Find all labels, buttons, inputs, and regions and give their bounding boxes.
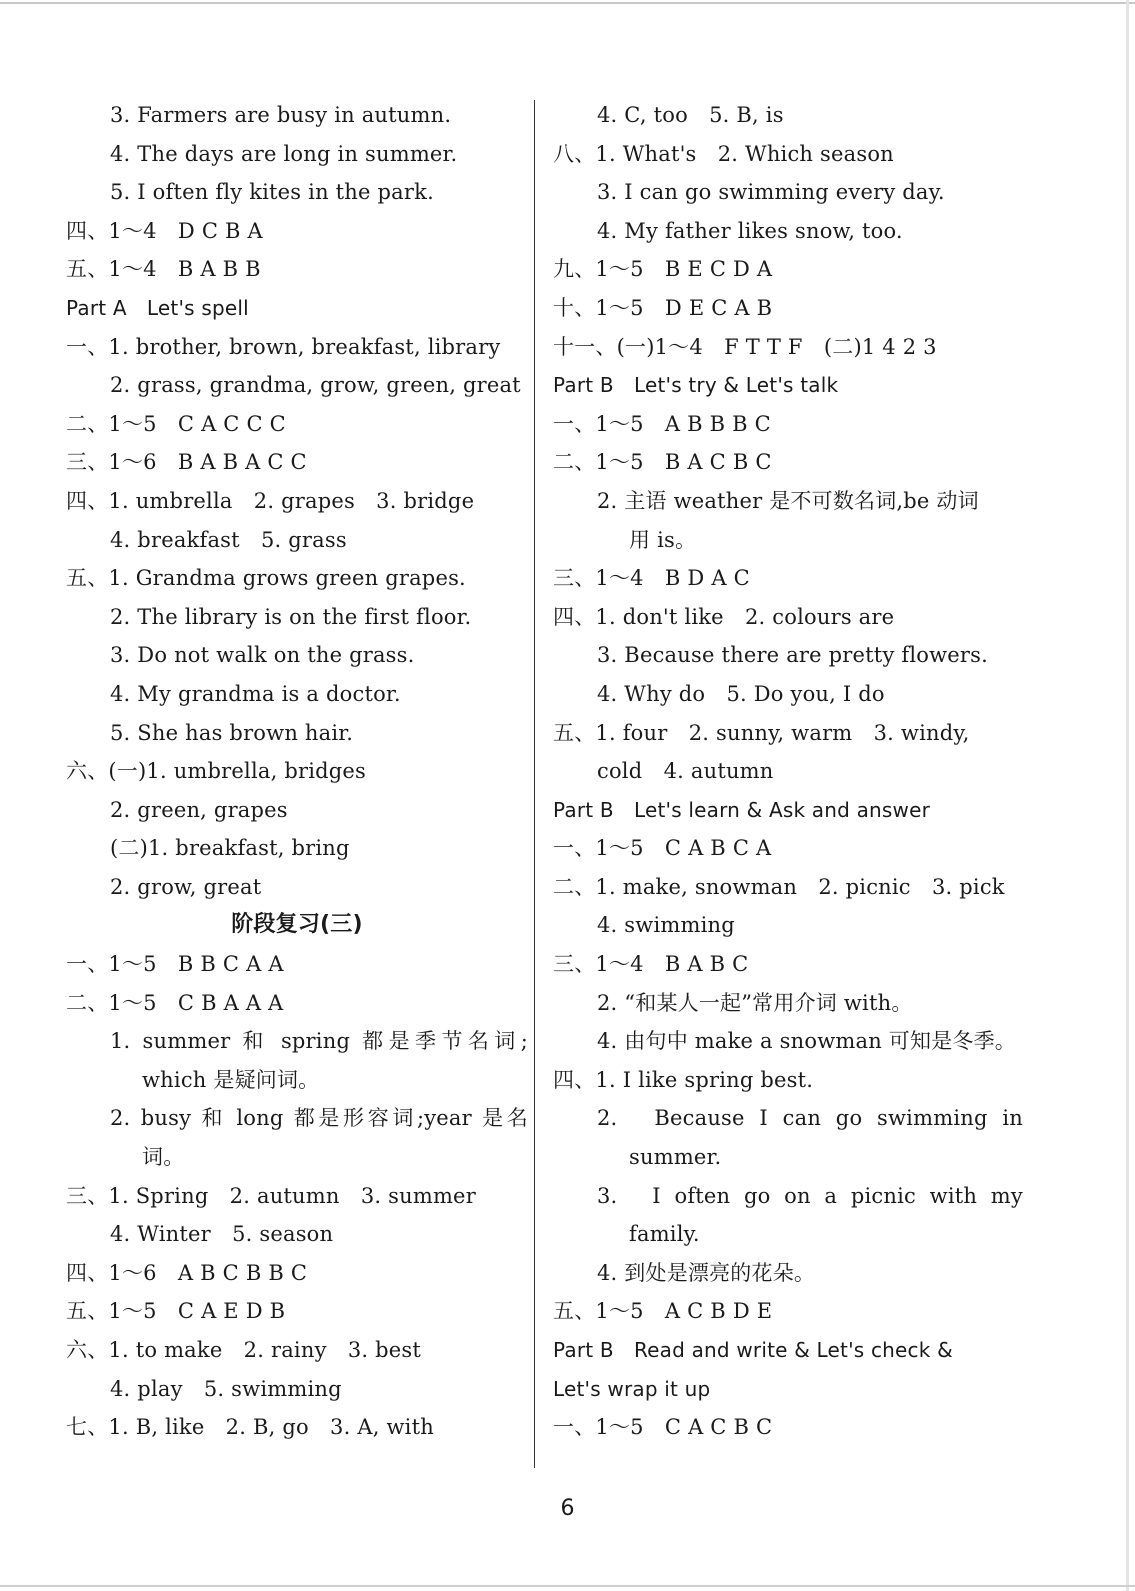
- right-answer-line: 4. C, too 5. B, is: [597, 103, 784, 127]
- left-answer-line: 七、1. B, like 2. B, go 3. A, with: [66, 1415, 434, 1440]
- left-answer-line: 4. breakfast 5. grass: [110, 527, 347, 552]
- right-part-heading: Part B Read and write & Let's check &: [553, 1338, 953, 1362]
- right-column: [553, 96, 1023, 1447]
- left-answer-line: 四、1～6 A B C B B C: [66, 1260, 308, 1285]
- top-rule: [0, 2, 1135, 4]
- page-number: 6: [560, 1496, 575, 1521]
- left-section-heading: 阶段复习(三): [231, 912, 363, 938]
- right-answer-line: cold 4. autumn: [597, 759, 774, 784]
- right-answer-line: 三、1～4 B D A C: [553, 566, 750, 591]
- right-answer-line: 4. Why do 5. Do you, I do: [597, 681, 885, 706]
- left-answer-line: 2. green, grapes: [110, 797, 288, 822]
- left-answer-line: 5. She has brown hair.: [110, 720, 354, 745]
- bottom-rule: [0, 1585, 1135, 1587]
- left-answer-line: 六、(一)1. umbrella, bridges: [66, 759, 367, 784]
- right-answer-line: 4. 由句中 make a snowman 可知是冬季。: [597, 1029, 1016, 1054]
- right-answer-line: 五、1～5 A C B D E: [553, 1299, 773, 1324]
- left-answer-line: 4. Winter 5. season: [110, 1222, 334, 1247]
- left-answer-line: 四、1. umbrella 2. grapes 3. bridge: [66, 488, 475, 513]
- left-answer-line: 1. summer 和 spring 都是季节名词;: [110, 1029, 528, 1054]
- left-answer-line: 六、1. to make 2. rainy 3. best: [66, 1338, 422, 1362]
- left-answer-line: 三、1. Spring 2. autumn 3. summer: [66, 1183, 476, 1208]
- left-answer-line: 五、1～5 C A E D B: [66, 1299, 286, 1324]
- left-answer-line: (二)1. breakfast, bring: [110, 836, 350, 861]
- left-answer-line: 五、1～4 B A B B: [66, 257, 261, 282]
- left-answer-line: 4. play 5. swimming: [110, 1376, 342, 1401]
- page-edge: [1126, 0, 1129, 1591]
- left-answer-line: 5. I often fly kites in the park.: [110, 180, 434, 205]
- right-answer-line: family.: [629, 1222, 700, 1247]
- left-answer-line: 4. The days are long in summer.: [110, 141, 458, 166]
- right-part-heading: Part B Let's learn & Ask and answer: [553, 797, 931, 822]
- right-answer-line: 用 is。: [629, 527, 697, 552]
- left-answer-line: which 是疑问词。: [142, 1067, 320, 1092]
- right-answer-line: 五、1. four 2. sunny, warm 3. windy,: [553, 720, 970, 745]
- left-answer-line: 一、1～5 B B C A A: [66, 952, 284, 977]
- right-answer-line: 三、1～4 B A B C: [553, 952, 749, 977]
- right-part-heading: Let's wrap it up: [553, 1376, 711, 1401]
- left-answer-line: 3. Do not walk on the grass.: [110, 643, 415, 668]
- right-answer-line: 八、1. What's 2. Which season: [553, 141, 894, 166]
- left-answer-line: 2. The library is on the first floor.: [110, 604, 472, 629]
- left-answer-line: 二、1～5 C A C C C: [66, 411, 286, 436]
- left-answer-line: 2. grass, grandma, grow, green, great: [110, 373, 521, 398]
- right-answer-line: 3. I can go swimming every day.: [597, 180, 945, 205]
- left-answer-line: 2. grow, great: [110, 874, 262, 899]
- right-answer-line: 3. Because there are pretty flowers.: [597, 643, 989, 668]
- right-answer-line: 3. I often go on a picnic with my: [597, 1183, 1023, 1208]
- right-answer-line: 四、1. don't like 2. colours are: [553, 604, 895, 629]
- right-answer-line: 二、1. make, snowman 2. picnic 3. pick: [553, 874, 1005, 899]
- left-answer-line: 四、1～4 D C B A: [66, 218, 263, 243]
- right-answer-line: 一、1～5 C A B C A: [553, 836, 772, 861]
- left-part-heading: Part A Let's spell: [66, 295, 249, 320]
- left-answer-line: 2. busy 和 long 都是形容词;year 是名: [110, 1106, 528, 1131]
- right-answer-line: 四、1. I like spring best.: [553, 1067, 814, 1092]
- column-divider: [534, 100, 535, 1468]
- left-answer-line: 一、1. brother, brown, breakfast, library: [66, 334, 501, 359]
- right-answer-line: 二、1～5 B A C B C: [553, 450, 772, 475]
- left-answer-line: 4. My grandma is a doctor.: [110, 681, 401, 706]
- right-answer-line: 2. 主语 weather 是不可数名词,be 动词: [597, 488, 979, 513]
- left-answer-line: 三、1～6 B A B A C C: [66, 450, 307, 475]
- left-column: [66, 96, 528, 1447]
- right-answer-line: 4. 到处是漂亮的花朵。: [597, 1260, 816, 1285]
- left-answer-line: 二、1～5 C B A A A: [66, 990, 284, 1015]
- right-answer-line: 一、1～5 C A C B C: [553, 1415, 773, 1440]
- left-answer-line: 五、1. Grandma grows green grapes.: [66, 566, 466, 591]
- left-answer-line: 词。: [142, 1145, 185, 1170]
- left-answer-line: 3. Farmers are busy in autumn.: [110, 103, 452, 127]
- right-answer-line: 一、1～5 A B B B C: [553, 411, 771, 436]
- right-answer-line: 4. swimming: [597, 913, 735, 938]
- right-answer-line: summer.: [629, 1145, 722, 1170]
- right-answer-line: 十、1～5 D E C A B: [553, 295, 773, 320]
- right-answer-line: 九、1～5 B E C D A: [553, 257, 773, 282]
- right-answer-line: 2. Because I can go swimming in: [597, 1106, 1023, 1131]
- right-answer-line: 4. My father likes snow, too.: [597, 218, 903, 243]
- right-part-heading: Part B Let's try & Let's talk: [553, 373, 839, 398]
- right-answer-line: 十一、(一)1～4 F T T F (二)1 4 2 3: [553, 334, 937, 359]
- right-answer-line: 2. “和某人一起”常用介词 with。: [597, 990, 913, 1015]
